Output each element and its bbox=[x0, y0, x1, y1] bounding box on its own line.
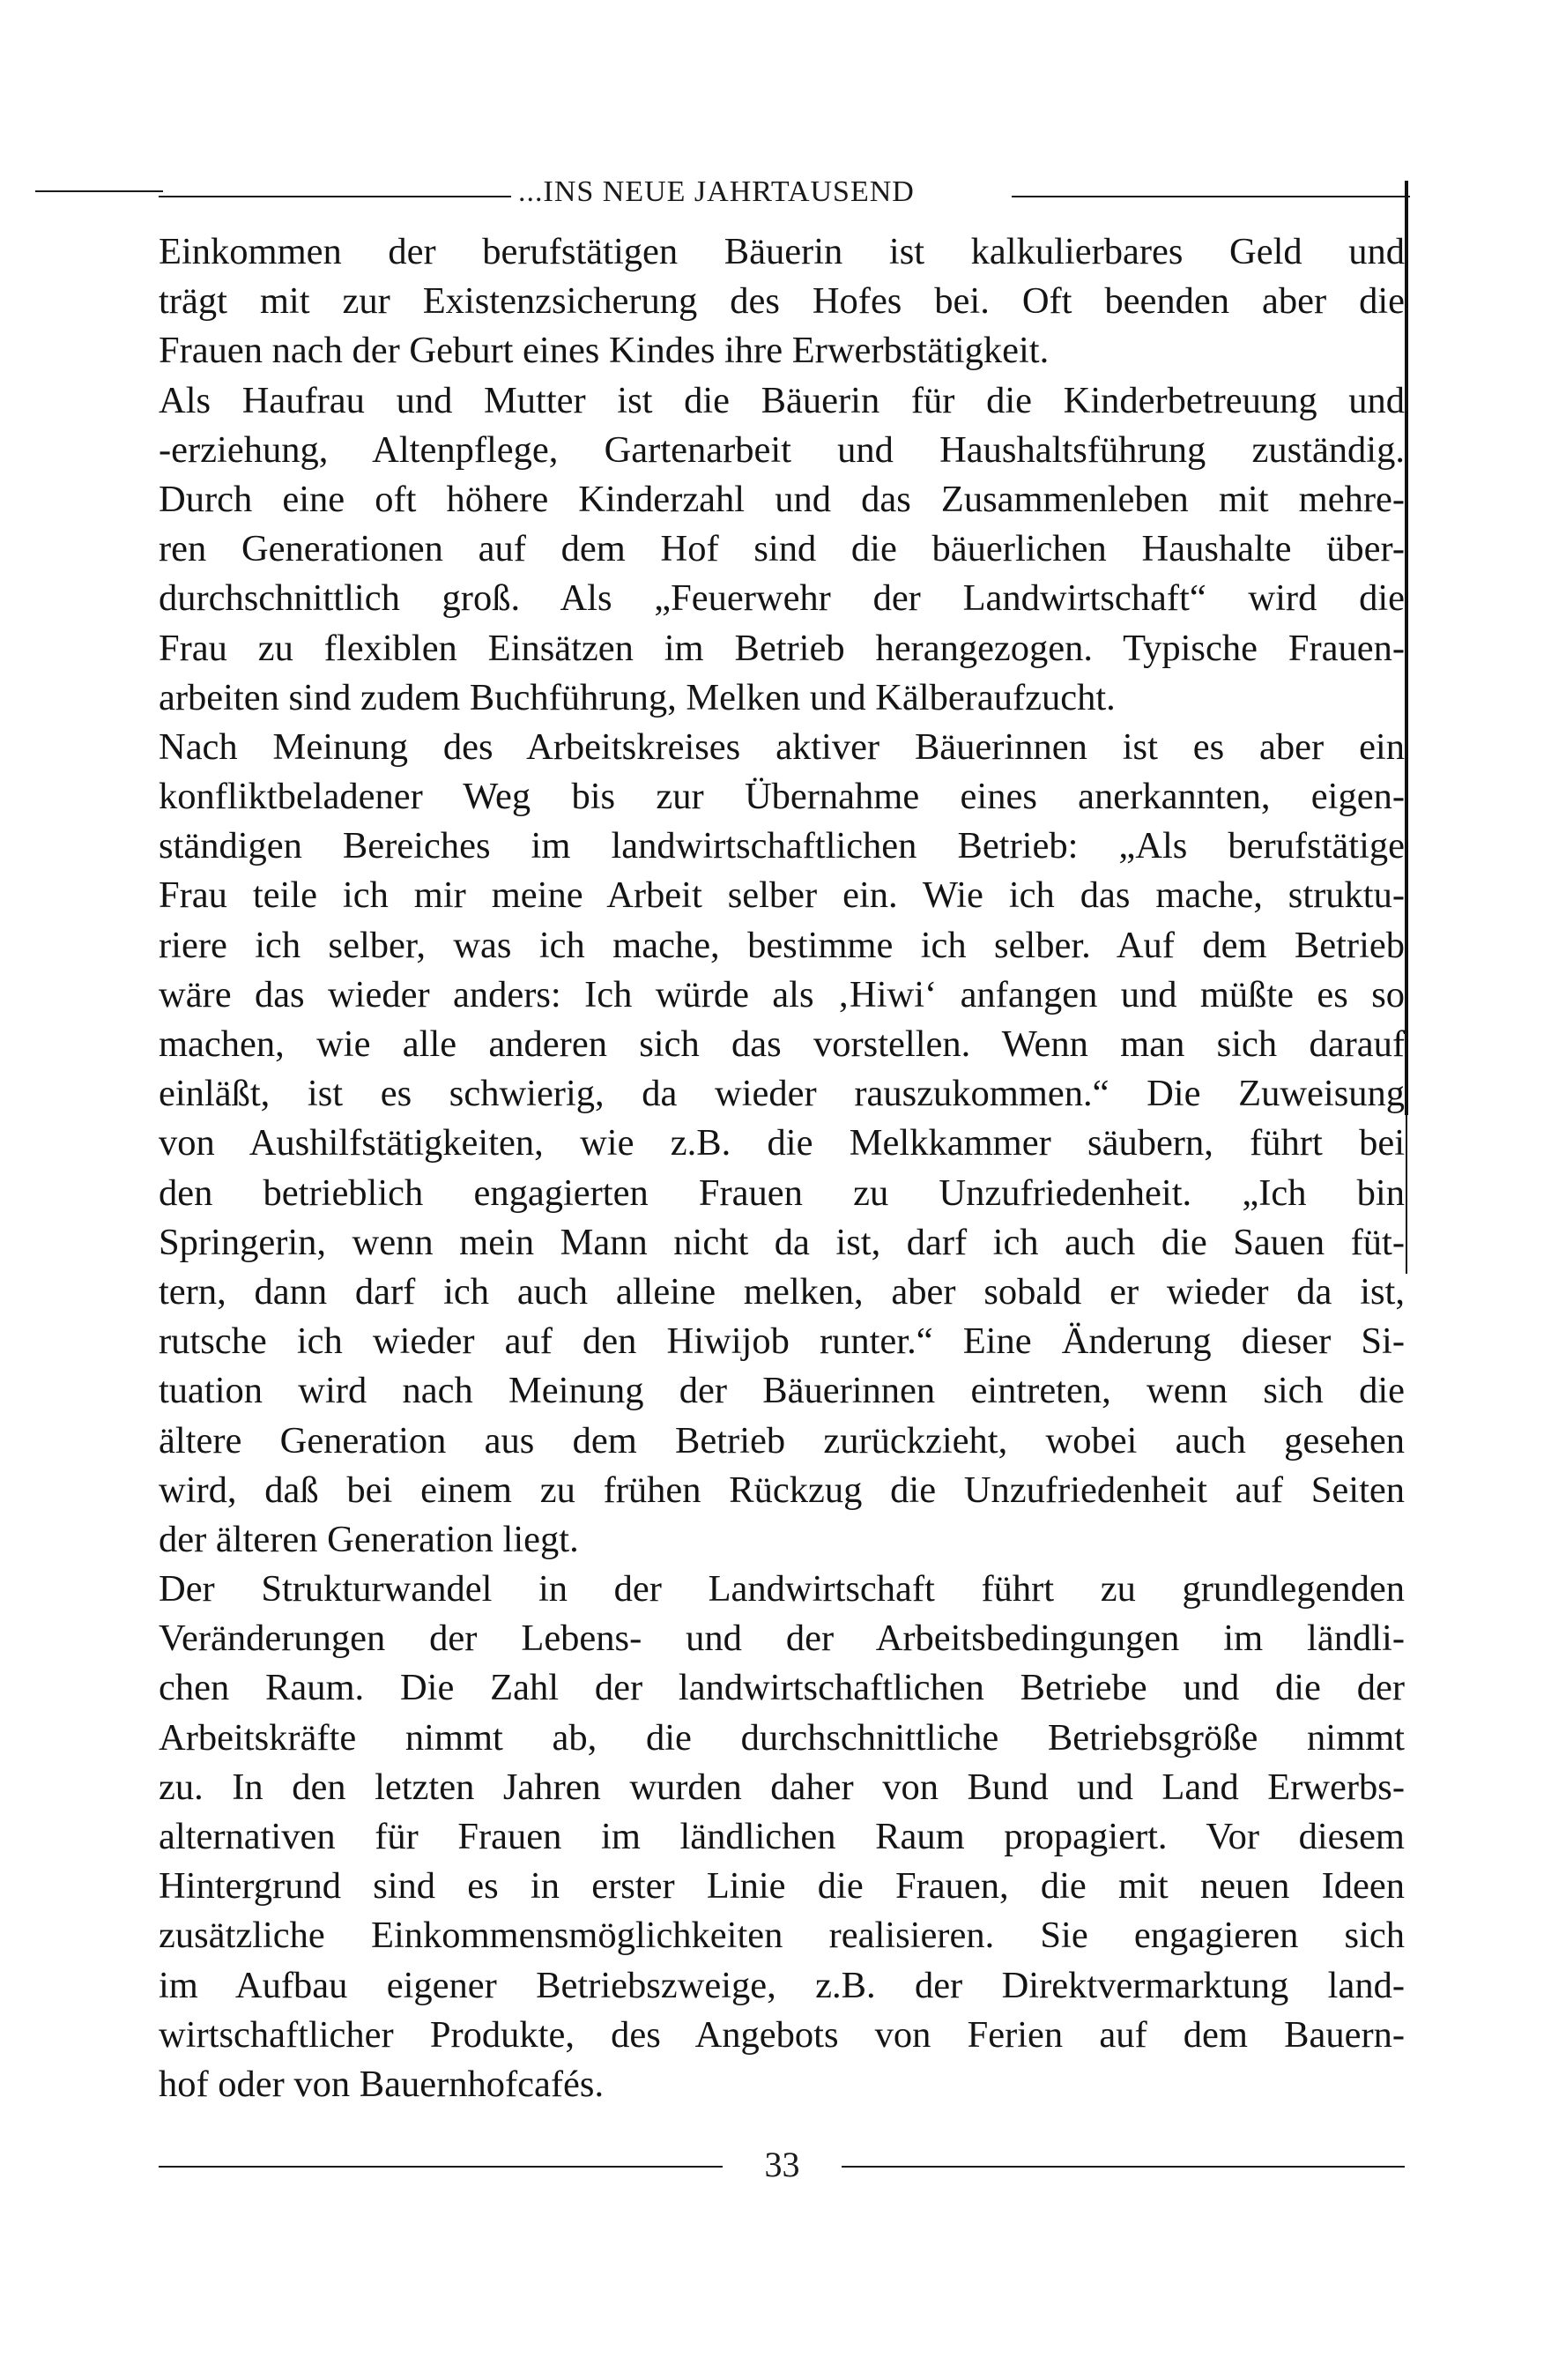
text-line: Frau zu flexiblen Einsätzen im Betrieb herangezogen. Typische Frauen- bbox=[159, 627, 1405, 669]
text-line: trägt mit zur Existenzsicherung des Hofes bei. Oft beenden aber die bbox=[159, 280, 1405, 323]
text-line: zusätzliche Einkommensmöglichkeiten realisieren. Sie engagieren sich bbox=[159, 1915, 1405, 1957]
text-line: von Aushilfstätigkeiten, wie z.B. die Melkkammer säubern, führt bei bbox=[159, 1122, 1405, 1164]
text-line: chen Raum. Die Zahl der landwirtschaftlichen Betriebe und die der bbox=[159, 1667, 1405, 1709]
page-number: 33 bbox=[764, 2145, 800, 2184]
text-line: Als Haufrau und Mutter ist die Bäuerin für die Kinderbetreuung und bbox=[159, 379, 1405, 421]
text-line: ren Generationen auf dem Hof sind die bäuerlichen Haushalte über- bbox=[159, 528, 1405, 570]
text-line: im Aufbau eigener Betriebszweige, z.B. der Direktvermarktung land- bbox=[159, 1964, 1405, 2006]
text-line: Frau teile ich mir meine Arbeit selber ein. Wie ich das mache, struktu- bbox=[159, 874, 1405, 917]
scan-edge-line bbox=[1405, 181, 1408, 1115]
running-title: ...INS NEUE JAHRTAUSEND bbox=[518, 175, 915, 208]
page-footer bbox=[159, 2142, 1405, 2195]
body-text bbox=[159, 227, 1405, 2109]
text-line: durchschnittlich groß. Als „Feuerwehr der Landwirtschaft“ wird die bbox=[159, 577, 1405, 620]
text-line: rutsche ich wieder auf den Hiwijob runter.“ Eine Änderung dieser Si- bbox=[159, 1320, 1405, 1363]
header-rule-left bbox=[159, 196, 511, 197]
text-line: Frauen nach der Geburt eines Kindes ihre Erwerbstätigkeit. bbox=[159, 330, 1050, 372]
text-line: ältere Generation aus dem Betrieb zurückzieht, wobei auch gesehen bbox=[159, 1419, 1405, 1461]
text-line: Arbeitskräfte nimmt ab, die durchschnittliche Betriebsgröße nimmt bbox=[159, 1716, 1405, 1759]
text-line: hof oder von Bauernhofcafés. bbox=[159, 2063, 605, 2105]
header-rule-left-upper bbox=[35, 190, 163, 192]
scan-edge-line-lower bbox=[1406, 1115, 1407, 1274]
text-line: riere ich selber, was ich mache, bestimme ich selber. Auf dem Betrieb bbox=[159, 924, 1405, 966]
text-line: -erziehung, Altenpflege, Gartenarbeit und Haushaltsführung zuständig. bbox=[159, 428, 1405, 471]
text-line: machen, wie alle anderen sich das vorstellen. Wenn man sich darauf bbox=[159, 1023, 1405, 1065]
text-line: wirtschaftlicher Produkte, des Angebots von Ferien auf dem Bauern- bbox=[159, 2013, 1405, 2056]
text-line: ständigen Bereiches im landwirtschaftlichen Betrieb: „Als berufstätige bbox=[159, 825, 1405, 867]
text-line: Der Strukturwandel in der Landwirtschaft führt zu grundlegenden bbox=[159, 1568, 1405, 1610]
text-line: Springerin, wenn mein Mann nicht da ist, darf ich auch die Sauen füt- bbox=[159, 1221, 1405, 1263]
text-line: tuation wird nach Meinung der Bäuerinnen eintreten, wenn sich die bbox=[159, 1370, 1405, 1412]
text-line: den betrieblich engagierten Frauen zu Unzufriedenheit. „Ich bin bbox=[159, 1171, 1405, 1214]
text-line: konfliktbeladener Weg bis zur Übernahme eines anerkannten, eigen- bbox=[159, 776, 1405, 818]
text-line: Hintergrund sind es in erster Linie die Frauen, die mit neuen Ideen bbox=[159, 1865, 1405, 1908]
text-line: wäre das wieder anders: Ich würde als ‚Hiwi‘ anfangen und müßte es so bbox=[159, 973, 1405, 1015]
text-line: Veränderungen der Lebens- und der Arbeitsbedingungen im ländli- bbox=[159, 1618, 1405, 1660]
text-line: wird, daß bei einem zu frühen Rückzug die Unzufriedenheit auf Seiten bbox=[159, 1469, 1405, 1511]
text-line: tern, dann darf ich auch alleine melken, aber sobald er wieder da ist, bbox=[159, 1270, 1405, 1313]
footer-rule-left bbox=[159, 2166, 723, 2168]
running-header bbox=[35, 173, 1410, 208]
text-line: alternativen für Frauen im ländlichen Raum propagiert. Vor diesem bbox=[159, 1816, 1405, 1857]
text-line: Durch eine oft höhere Kinderzahl und das Zusammenleben mit mehre- bbox=[159, 478, 1405, 520]
text-line: zu. In den letzten Jahren wurden daher von Bund und Land Erwerbs- bbox=[159, 1766, 1405, 1808]
footer-rule-right bbox=[842, 2166, 1405, 2168]
header-rule-right bbox=[1012, 196, 1410, 197]
text-line: der älteren Generation liegt. bbox=[159, 1518, 579, 1560]
text-line: Einkommen der berufstätigen Bäuerin ist kalkulierbares Geld und bbox=[159, 231, 1405, 272]
text-line: Nach Meinung des Arbeitskreises aktiver Bäuerinnen ist es aber ein bbox=[159, 725, 1405, 768]
text-line: einläßt, ist es schwierig, da wieder rauszukommen.“ Die Zuweisung bbox=[159, 1073, 1405, 1115]
text-line: arbeiten sind zudem Buchführung, Melken und Kälberaufzucht. bbox=[159, 676, 1116, 718]
